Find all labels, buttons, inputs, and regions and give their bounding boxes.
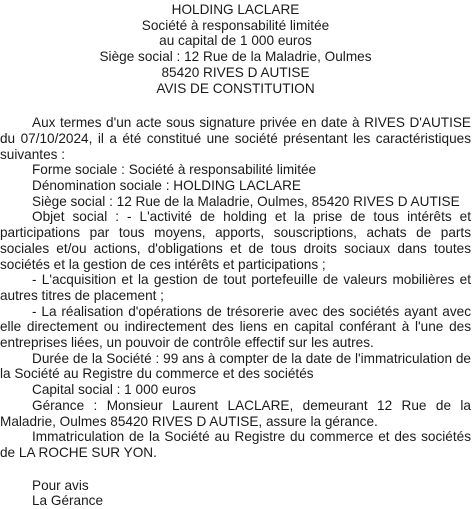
duree-societe: Durée de la Société : 99 ans à compter de la date de l'immatriculation de la Société au Registre du commerce et des sociétés	[0, 350, 471, 382]
denomination-sociale: Dénomination sociale : HOLDING LACLARE	[32, 178, 301, 194]
notice-header	[0, 2, 471, 96]
notice-body	[0, 115, 471, 460]
company-city: 85420 RIVES D AUTISE	[161, 64, 310, 80]
capital-social: Capital social : 1 000 euros	[32, 382, 196, 398]
forme-sociale: Forme sociale : Société à responsabilité limitée	[32, 162, 317, 178]
intro-paragraph: Aux termes d'un acte sous signature privée en date à RIVES D'AUTISE du 07/10/2024, il a été constitué une société présentant les caractéristiques suivantes :	[0, 115, 471, 162]
objet-social: Objet social : - L'activité de holding et la prise de tous intérêts et participations par tous moyens, apports, souscriptions, achats de parts sociales et/ou actions, d'obligations et de tous droits sociaux dans toutes sociétés et la gestion de ces intérêts et participations ;	[0, 209, 471, 272]
header-gap	[0, 96, 471, 115]
signature-gap	[0, 461, 471, 478]
legal-notice	[0, 2, 471, 509]
signature-pour-avis: Pour avis	[32, 477, 89, 493]
signature-block	[0, 478, 471, 509]
immatriculation: Immatriculation de la Société au Registre du commerce et des sociétés de LA ROCHE SUR YON.	[0, 429, 471, 460]
notice-title: AVIS DE CONSTITUTION	[156, 80, 315, 96]
company-form: Société à responsabilité limitée	[141, 17, 330, 33]
gerance: Gérance : Monsieur Laurent LACLARE, demeurant 12 Rue de la Maladrie, Oulmes 85420 RIVES D AUTISE, assure la gérance.	[0, 397, 471, 429]
objet-social-2: - L'acquisition et la gestion de tout portefeuille de valeurs mobilières et autres titres de placement ;	[0, 272, 471, 303]
company-capital: au capital de 1 000 euros	[159, 33, 312, 49]
company-address: Siège social : 12 Rue de la Maladrie, Oulmes	[99, 49, 372, 65]
signature-gerance: La Gérance	[32, 493, 104, 509]
siege-social: Siège social : 12 Rue de la Maladrie, Oulmes, 85420 RIVES D AUTISE	[32, 193, 460, 209]
company-name: HOLDING LACLARE	[171, 2, 300, 17]
objet-social-3: - La réalisation d'opérations de trésorerie avec des sociétés ayant avec elle directement ou indirectement des liens en capital conférant à l'une des entreprises liées, un pouvoir de contrôle effectif sur les autres.	[0, 303, 471, 351]
